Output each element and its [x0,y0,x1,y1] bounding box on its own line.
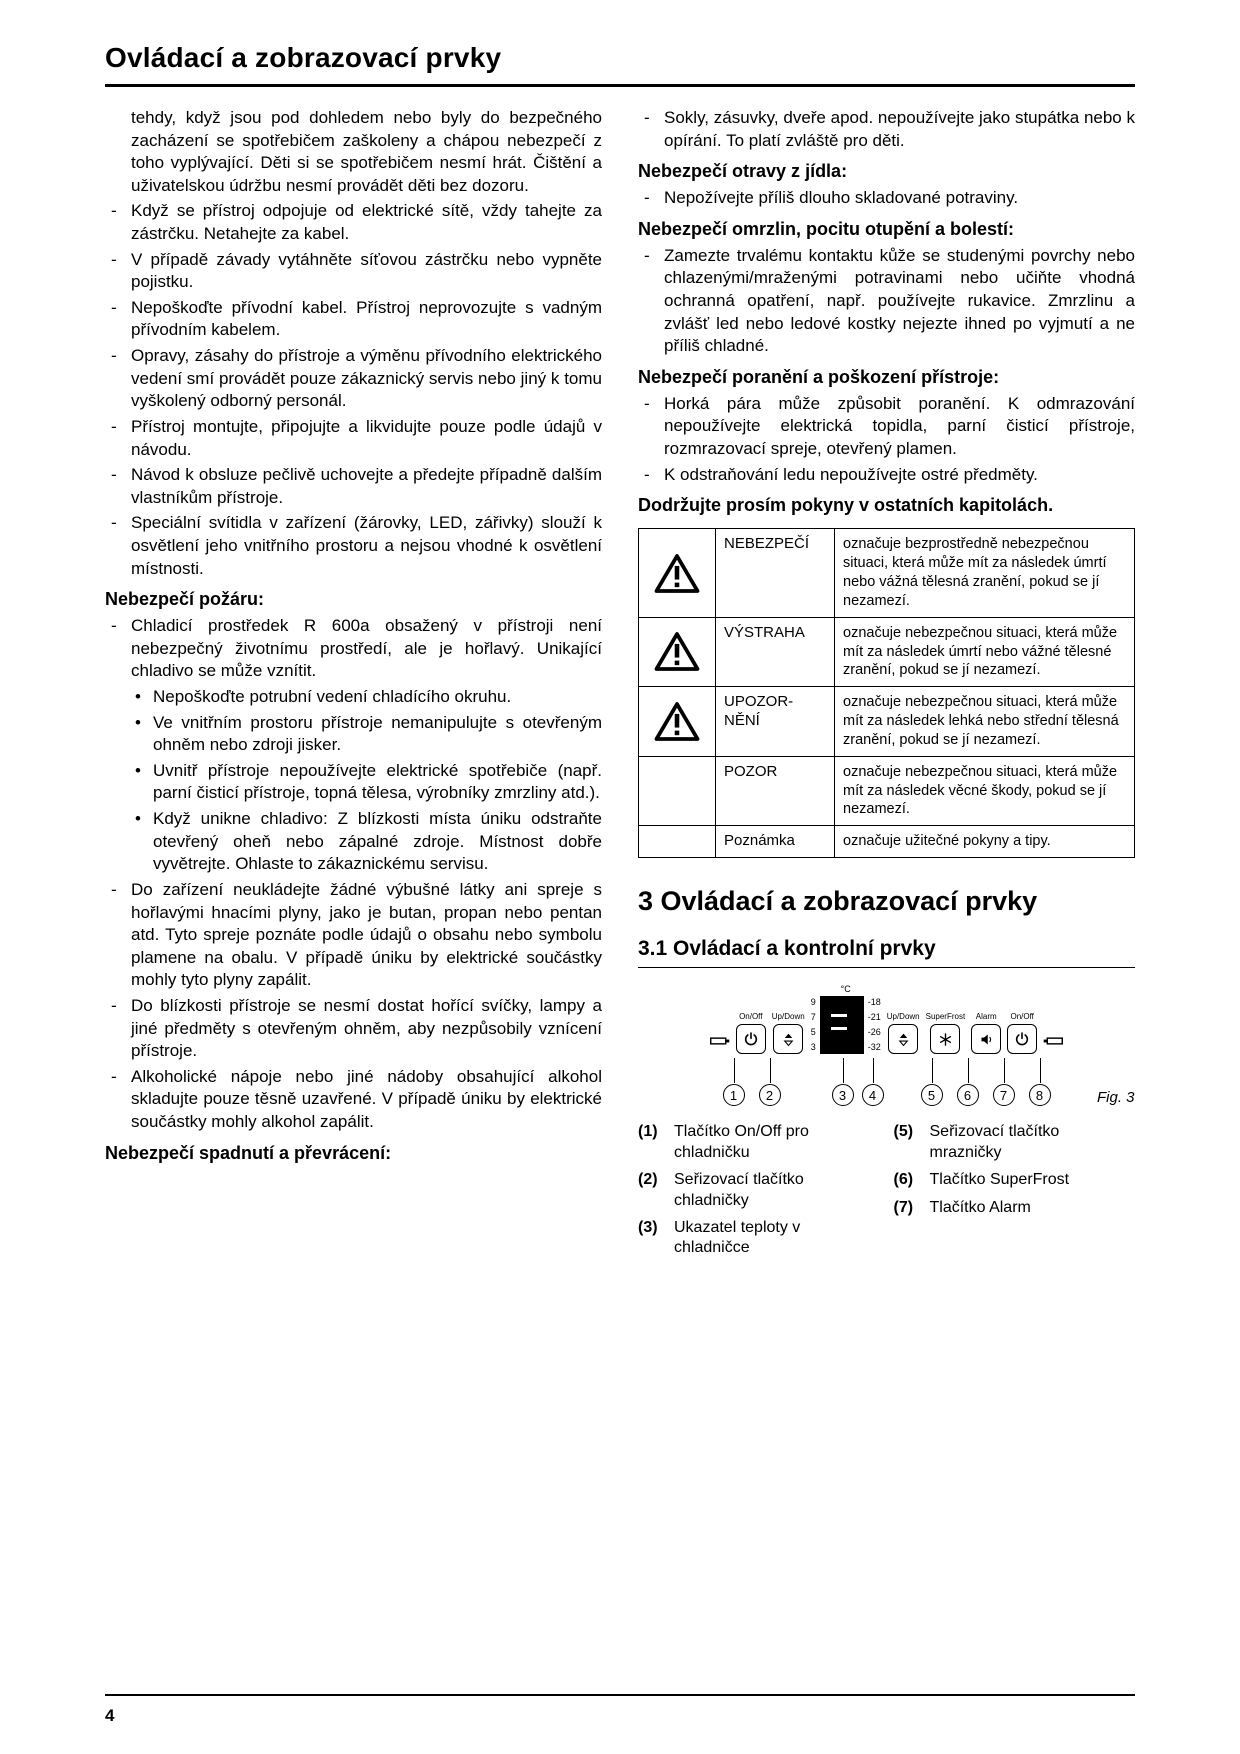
scale-value: -21 [867,1012,881,1023]
list-item: - Alkoholické nápoje nebo jiné nádoby obsahující alkohol skladujte pouze těsně uzavřené. V případě úniku by elektrické součástky mohly alkohol zapálit. [105,1066,602,1134]
section-heading: 3 Ovládací a zobrazovací prvky [638,886,1038,917]
callout-5: 5 [921,1084,943,1106]
page-title: Ovládací a zobrazovací prvky [105,42,502,73]
heading-fall-danger: Nebezpečí spadnutí a převrácení: [105,1142,392,1163]
legend-item [894,1198,1136,1218]
scale-value: -18 [867,997,881,1008]
legend-item [638,1170,880,1211]
figure-callouts [693,1056,1135,1110]
control-label: On/Off [1010,1012,1034,1022]
alarm-icon[interactable] [971,1024,1001,1054]
signal-description: označuje nebezpečnou situaci, která může mít za následek úmrtí nebo vážné tělesné zranění, pokud se jí nezamezí. [835,617,1135,687]
list-item: • Uvnitř přístroje nepoužívejte elektrické spotřebiče (např. parní čisticí přístroje, topná tělesa, výrobníky zmrzliny atd.). [131,760,602,805]
page-number: 4 [105,1706,115,1725]
legend-text: Ukazatel teploty v chladničce [674,1219,801,1257]
page-footer [105,1694,1135,1726]
freezer-onoff-control [1007,1013,1037,1054]
legend-item [638,1218,880,1259]
freezer-temperature-scale [868,998,881,1052]
temperature-display [811,984,881,1054]
fridge-temperature-scale [811,998,816,1052]
signal-word: POZOR [716,756,835,826]
list-item: - Chladicí prostředek R 600a obsažený v přístroji není nebezpečný životnímu prostředí, ale je hořlavý. Unikající chladivo se může vznítit. [105,615,602,683]
legend-column-left [638,1122,880,1266]
list-item: - V případě závady vytáhněte síťovou zástrčku nebo vypněte pojistku. [105,249,602,294]
list-item: - Do blízkosti přístroje se nesmí dostat hořící svíčky, lampy a jiné předměty s otevřeným ohněm, aby nezpůsobily vznícení přístroje. [105,995,602,1063]
list-item: - Přístroj montujte, připojujte a likvidujte pouze podle údajů v návodu. [105,416,602,461]
control-panel-figure [638,967,1135,1110]
scale-value: 9 [810,997,816,1008]
figure-top-rule [638,967,1135,968]
scale-value: -26 [867,1027,881,1038]
callout-3: 3 [832,1084,854,1106]
figure-legend [638,1122,1135,1266]
lcd-segment [831,1014,847,1017]
list-item: • Ve vnitřním prostoru přístroje nemanipulujte s otevřeným ohněm nebo zdroji jisker. [131,712,602,757]
display-unit: °C [840,984,851,995]
list-item: - Horká pára může způsobit poranění. K odmrazování nepoužívejte elektrická topidla, parní čisticí přístroje, rozmrazovací spreje, otevřený plamen. [638,393,1135,461]
right-column [638,107,1135,1266]
scale-value: -32 [867,1042,881,1053]
callout-8: 8 [1029,1084,1051,1106]
icon-cell [639,826,716,858]
control-label: On/Off [739,1012,763,1022]
heading-fire-danger: Nebezpečí požáru: [105,589,265,610]
heading-follow-instructions: Dodržujte prosím pokyny v ostatních kapitolách. [638,495,1054,516]
table-row [639,756,1135,826]
legend-text: Tlačítko On/Off pro chladničku [674,1123,809,1161]
subsection-heading: 3.1 Ovládací a kontrolní prvky [638,937,936,961]
list-item: - Nepožívejte příliš dlouho skladované potraviny. [638,187,1135,210]
freezer-updown-control [887,1013,920,1054]
legend-item [894,1170,1136,1190]
list-item: - Zamezte trvalému kontaktu kůže se studenými povrchy nebo chlazenými/mraženými potravinami nebo učiňte vhodná ochranná opatření, např. používejte rukavice. Zmrzlinu a zvlášť led nebo ledové kostky nejezte ihned po vyjmutí a ne příliš chladné. [638,245,1135,358]
display-row [811,996,881,1054]
callout-6: 6 [957,1084,979,1106]
power-icon[interactable] [736,1024,766,1054]
power-icon[interactable] [1007,1024,1037,1054]
heading-food-poisoning: Nebezpečí otravy z jídla: [638,161,848,182]
table-row [639,826,1135,858]
scale-value: 5 [810,1027,816,1038]
callout-7: 7 [993,1084,1015,1106]
superfrost-control [926,1013,966,1054]
fridge-onoff-control [736,1013,766,1054]
signal-word: VÝSTRAHA [716,617,835,687]
lcd-display [820,996,864,1054]
legend-column-right [894,1122,1136,1266]
up-down-icon[interactable] [888,1024,918,1054]
intro-paragraph: tehdy, když jsou pod dohledem nebo byly do bezpečného zacházení se spotřebičem zaškoleny a chápou nebezpečí z toho vyplývající. Děti si se spotřebičem nesmí hrát. Čištění a uživatelskou údržbu nesmí provádět děti bez dozoru. [131,108,602,195]
legend-number: (7) [893,1198,914,1216]
heading-frostbite: Nebezpečí omrzlin, pocitu otupění a bolestí: [638,218,1015,239]
control-label: Alarm [975,1012,997,1022]
superfrost-icon[interactable] [930,1024,960,1054]
list-item: - Opravy, zásahy do přístroje a výměnu přívodního elektrického vedení smí provádět pouze zákaznický servis nebo jiný k tomu vyškolený odborný personál. [105,345,602,413]
icon-cell [639,617,716,687]
control-panel [693,984,1081,1054]
signal-description: označuje nebezpečnou situaci, která může mít za následek věcné škody, pokud se jí nezamezí. [835,756,1135,826]
power-supply-icon [710,1036,730,1046]
control-label: SuperFrost [925,1012,966,1022]
signal-description: označuje bezprostředně nebezpečnou situaci, která může mít za následek úmrtí nebo vážná tělesná zranění, pokud se jí nezamezí. [835,529,1135,617]
list-item: • Nepoškoďte potrubní vedení chladícího okruhu. [131,686,602,709]
legend-number: (6) [893,1171,914,1189]
heading-injury: Nebezpečí poranění a poškození přístroje: [638,366,1000,387]
legend-item [894,1122,1136,1163]
legend-number: (3) [638,1219,658,1236]
legend-item [638,1122,880,1163]
list-item: - K odstraňování ledu nepoužívejte ostré předměty. [638,464,1135,487]
warning-levels-table [638,528,1135,858]
legend-text: Tlačítko SuperFrost [929,1171,1070,1189]
callout-2: 2 [759,1084,781,1106]
callout-1: 1 [723,1084,745,1106]
scale-value: 3 [810,1042,816,1053]
callout-4: 4 [862,1084,884,1106]
control-label: Up/Down [771,1012,805,1022]
list-item: - Do zařízení neukládejte žádné výbušné látky ani spreje s hořlavými hnacími plyny, jako je butan, propan nebo pentan atd. Tyto spreje poznáte podle údajů o obsahu nebo symbolu plamene na obalu. V případě úniku by elektrické součástky mohly tyto plyny zapálit. [105,879,602,992]
list-item: - Návod k obsluze pečlivě uchovejte a předejte případně dalším vlastníkům přístroje. [105,464,602,509]
signal-word: NEBEZPEČÍ [716,529,835,617]
power-supply-icon [1043,1036,1063,1046]
list-item: - Sokly, zásuvky, dveře apod. nepoužívejte jako stupátka nebo k opírání. To platí zvláště pro děti. [638,107,1135,152]
list-item: - Když se přístroj odpojuje od elektrické sítě, vždy tahejte za zástrčku. Netahejte za kabel. [105,200,602,245]
signal-description: označuje užitečné pokyny a tipy. [835,826,1135,858]
list-item: - Speciální svítidla v zařízení (žárovky, LED, zářivky) slouží k osvětlení jeho vnitřního prostoru a nejsou vhodné k osvětlení místnosti. [105,512,602,580]
page-header [105,42,1135,87]
legend-number: (5) [893,1123,914,1141]
legend-number: (1) [638,1123,658,1141]
table-row [639,617,1135,687]
legend-text: Tlačítko Alarm [929,1198,1031,1216]
list-item: - Nepoškoďte přívodní kabel. Přístroj neprovozujte s vadným přívodním kabelem. [105,297,602,342]
icon-cell [639,529,716,617]
two-column-layout [105,107,1135,1266]
warning-triangle-icon [647,631,707,672]
legend-text: Seřizovací tlačítko mrazničky [929,1123,1060,1161]
scale-value: 7 [810,1012,816,1023]
warning-triangle-icon [647,701,707,742]
signal-description: označuje nebezpečnou situaci, která může mít za následek lehká nebo střední tělesná zranění, pokud se jí nezamezí. [835,687,1135,757]
up-down-icon[interactable] [773,1024,803,1054]
control-label: Up/Down [886,1012,920,1022]
legend-text: Seřizovací tlačítko chladničky [674,1171,804,1209]
signal-word: UPOZOR-NĚNÍ [716,687,835,757]
footer-rule [105,1694,1135,1696]
table-row [639,687,1135,757]
table-row [639,529,1135,617]
icon-cell [639,687,716,757]
warning-triangle-icon [647,553,707,594]
list-item: • Když unikne chladivo: Z blízkosti místa úniku odstraňte otevřený oheň nebo zápalné zdroje. Místnost dobře vyvětrejte. Ohlaste to zákaznickému servisu. [131,808,602,876]
icon-cell [639,756,716,826]
legend-number: (2) [638,1171,658,1189]
signal-word: Poznámka [716,826,835,858]
left-column [105,107,602,1266]
fridge-updown-control [772,1013,805,1054]
figure-caption: Fig. 3 [1096,1089,1135,1107]
alarm-control [971,1013,1001,1054]
